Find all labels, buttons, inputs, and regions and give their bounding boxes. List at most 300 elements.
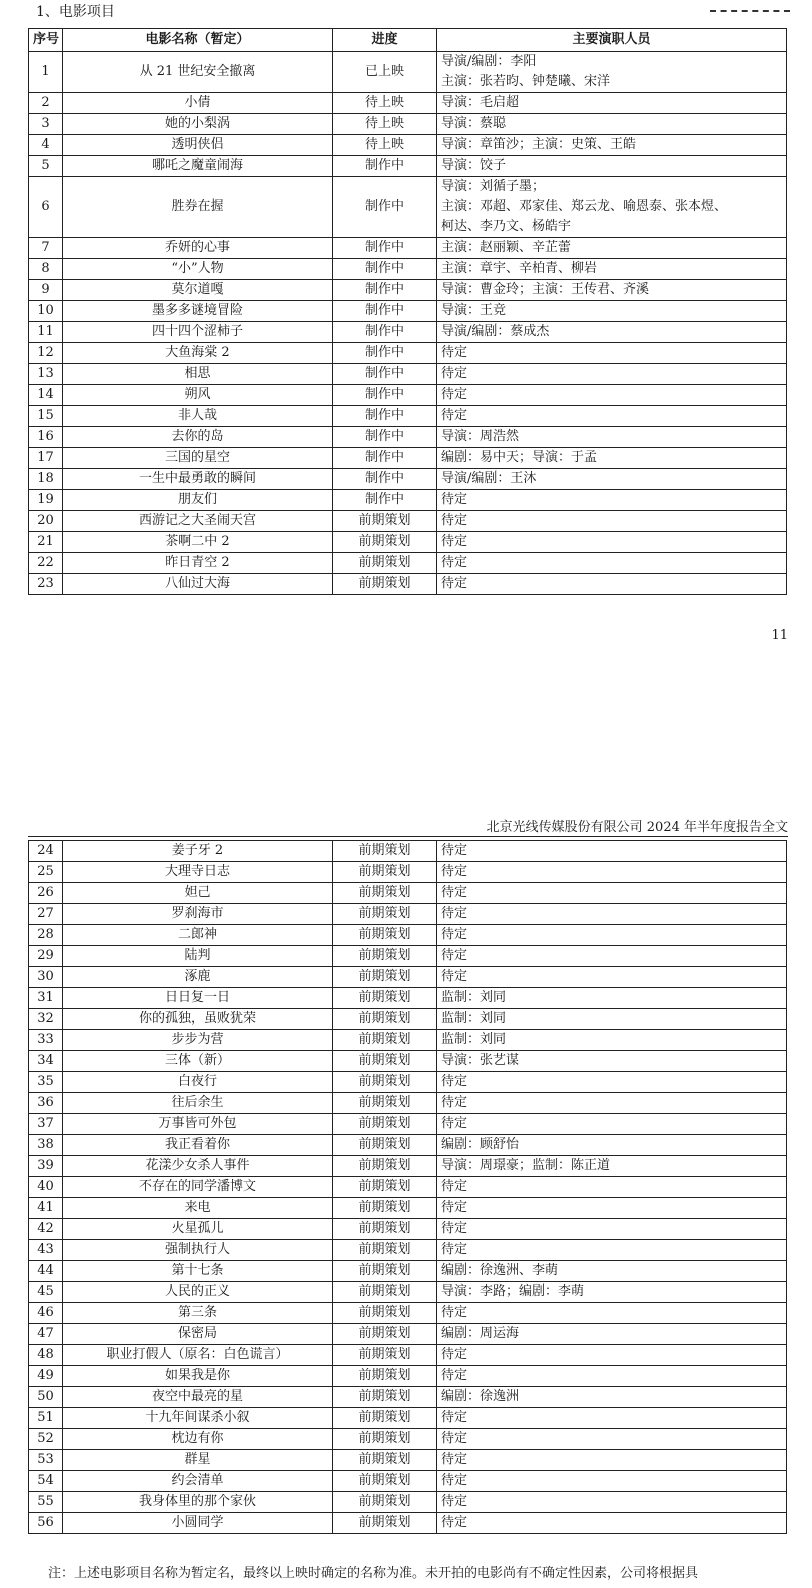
- cell-status: 前期策划: [333, 1093, 437, 1114]
- cell-crew: [437, 1240, 787, 1261]
- crew-line: 导演/编剧：蔡成杰: [441, 324, 550, 339]
- section-title: 1、电影项目: [36, 4, 115, 20]
- crew-line: 编剧：徐逸洲、李萌: [441, 1263, 559, 1278]
- crew-line: 待定: [441, 1515, 468, 1530]
- cell-status: 前期策划: [333, 1387, 437, 1408]
- cell-title: 枕边有你: [63, 1429, 333, 1450]
- table-row: [29, 883, 787, 904]
- crew-line: 编剧：顾舒怡: [441, 1137, 520, 1152]
- table-row: [29, 385, 787, 406]
- table-row: [29, 406, 787, 427]
- table-row: [29, 988, 787, 1009]
- cell-number: 9: [29, 280, 63, 301]
- crew-line: 监制：刘同: [441, 1011, 507, 1026]
- cell-crew: [437, 364, 787, 385]
- cell-crew: [437, 93, 787, 114]
- cell-number: 41: [29, 1198, 63, 1219]
- cell-status: 前期策划: [333, 574, 437, 595]
- table-row: [29, 238, 787, 259]
- cell-number: 8: [29, 259, 63, 280]
- crew-line: 待定: [441, 576, 468, 591]
- table-row: [29, 946, 787, 967]
- cell-status: 前期策划: [333, 862, 437, 883]
- table-row: [29, 1156, 787, 1177]
- cell-number: 18: [29, 469, 63, 490]
- cell-title: 三体（新）: [63, 1051, 333, 1072]
- cell-crew: [437, 177, 787, 238]
- table-row: [29, 1471, 787, 1492]
- cell-status: 前期策划: [333, 1135, 437, 1156]
- cell-status: 制作中: [333, 448, 437, 469]
- cell-title: 胜券在握: [63, 177, 333, 238]
- cell-crew: [437, 1429, 787, 1450]
- cell-status: 前期策划: [333, 553, 437, 574]
- table-row: [29, 1177, 787, 1198]
- cell-status: 前期策划: [333, 841, 437, 862]
- table-row: [29, 1450, 787, 1471]
- cell-status: 前期策划: [333, 904, 437, 925]
- crew-line: 待定: [441, 408, 468, 423]
- cell-title: 保密局: [63, 1324, 333, 1345]
- cell-crew: [437, 385, 787, 406]
- crew-line: 导演：张艺谋: [441, 1053, 520, 1068]
- crew-line: 待定: [441, 1074, 468, 1089]
- cell-crew: [437, 156, 787, 177]
- cell-crew: [437, 1387, 787, 1408]
- cell-title: 夜空中最亮的星: [63, 1387, 333, 1408]
- cell-crew: [437, 1303, 787, 1324]
- cell-status: 前期策划: [333, 1450, 437, 1471]
- cell-number: 32: [29, 1009, 63, 1030]
- cell-crew: [437, 1072, 787, 1093]
- table-row: [29, 1345, 787, 1366]
- crew-line: 导演/编剧：李阳: [441, 54, 537, 69]
- crew-line: 导演：王竞: [441, 303, 507, 318]
- cell-title: 涿鹿: [63, 967, 333, 988]
- crew-line: 待定: [441, 1431, 468, 1446]
- crew-line: 导演：曹金玲；主演：王传君、齐溪: [441, 282, 650, 297]
- cell-title: 往后余生: [63, 1093, 333, 1114]
- cell-crew: [437, 406, 787, 427]
- cell-number: 38: [29, 1135, 63, 1156]
- cell-status: 前期策划: [333, 1114, 437, 1135]
- cell-number: 23: [29, 574, 63, 595]
- cell-title: 哪吒之魔童闹海: [63, 156, 333, 177]
- cell-crew: [437, 946, 787, 967]
- cell-number: 21: [29, 532, 63, 553]
- cell-status: 前期策划: [333, 1177, 437, 1198]
- cell-status: 前期策划: [333, 1198, 437, 1219]
- crew-line: 编剧：周运海: [441, 1326, 520, 1341]
- cell-number: 11: [29, 322, 63, 343]
- cell-crew: [437, 1135, 787, 1156]
- cell-crew: [437, 904, 787, 925]
- crew-line: 导演：周璟豪；监制：陈正道: [441, 1158, 611, 1173]
- cell-title: 十九年间谋杀小叙: [63, 1408, 333, 1429]
- table-row: [29, 52, 787, 93]
- cell-number: 31: [29, 988, 63, 1009]
- cell-number: 22: [29, 553, 63, 574]
- crew-line: 编剧：易中天；导演：于孟: [441, 450, 598, 465]
- header-status: 进度: [333, 29, 437, 52]
- crew-line: 监制：刘同: [441, 1032, 507, 1047]
- cell-number: 20: [29, 511, 63, 532]
- cell-status: 前期策划: [333, 1240, 437, 1261]
- cell-title: 去你的岛: [63, 427, 333, 448]
- cell-number: 7: [29, 238, 63, 259]
- cell-crew: [437, 1051, 787, 1072]
- cell-number: 44: [29, 1261, 63, 1282]
- cell-crew: [437, 343, 787, 364]
- table-row: [29, 925, 787, 946]
- cell-number: 2: [29, 93, 63, 114]
- cell-title: 我正看着你: [63, 1135, 333, 1156]
- crew-line: 编剧：徐逸洲: [441, 1389, 520, 1404]
- cell-status: 前期策划: [333, 1156, 437, 1177]
- cell-crew: [437, 1093, 787, 1114]
- cell-crew: [437, 967, 787, 988]
- cell-title: 妲己: [63, 883, 333, 904]
- cell-title: 非人哉: [63, 406, 333, 427]
- cell-status: 前期策划: [333, 1009, 437, 1030]
- cell-crew: [437, 135, 787, 156]
- cell-crew: [437, 1513, 787, 1534]
- table-row: [29, 904, 787, 925]
- cell-title: 火星孤儿: [63, 1219, 333, 1240]
- table-row: [29, 511, 787, 532]
- cell-number: 50: [29, 1387, 63, 1408]
- crew-line: 待定: [441, 513, 468, 528]
- cell-crew: [437, 1261, 787, 1282]
- crew-line: 导演：刘循子墨；: [441, 179, 546, 194]
- cell-number: 35: [29, 1072, 63, 1093]
- cell-title: 相思: [63, 364, 333, 385]
- crew-line: 导演：章笛沙；主演：史策、王皓: [441, 137, 637, 152]
- cell-number: 53: [29, 1450, 63, 1471]
- crew-line: 待定: [441, 885, 468, 900]
- crew-line: 待定: [441, 555, 468, 570]
- cell-status: 制作中: [333, 156, 437, 177]
- cell-status: 待上映: [333, 93, 437, 114]
- cell-status: 已上映: [333, 52, 437, 93]
- crew-line: 待定: [441, 1410, 468, 1425]
- cell-crew: [437, 1366, 787, 1387]
- cell-crew: [437, 490, 787, 511]
- table-row: [29, 490, 787, 511]
- cell-status: 前期策划: [333, 1303, 437, 1324]
- cell-status: 前期策划: [333, 1324, 437, 1345]
- crew-line: 待定: [441, 843, 468, 858]
- page-number: 11: [771, 628, 788, 643]
- cell-title: 从 21 世纪安全撤离: [63, 52, 333, 93]
- cell-title: 大鱼海棠 2: [63, 343, 333, 364]
- cell-crew: [437, 883, 787, 904]
- table-row: [29, 1324, 787, 1345]
- cell-title: 莫尔道嘎: [63, 280, 333, 301]
- cell-crew: [437, 1282, 787, 1303]
- cell-title: 透明侠侣: [63, 135, 333, 156]
- cell-title: 罗刹海市: [63, 904, 333, 925]
- table-row: [29, 1429, 787, 1450]
- cell-title: 三国的星空: [63, 448, 333, 469]
- cell-status: 前期策划: [333, 1051, 437, 1072]
- cell-title: 姜子牙 2: [63, 841, 333, 862]
- table-row: [29, 135, 787, 156]
- cell-title: 群星: [63, 1450, 333, 1471]
- table-row: [29, 448, 787, 469]
- cell-title: 八仙过大海: [63, 574, 333, 595]
- cell-status: 前期策划: [333, 988, 437, 1009]
- cell-title: 第三条: [63, 1303, 333, 1324]
- cell-status: 前期策划: [333, 1429, 437, 1450]
- cell-status: 前期策划: [333, 532, 437, 553]
- header-crew: 主要演职人员: [437, 29, 787, 52]
- table-row: [29, 1114, 787, 1135]
- table-row: [29, 1198, 787, 1219]
- table-row: [29, 156, 787, 177]
- cell-title: 职业打假人（原名：白色谎言）: [63, 1345, 333, 1366]
- table-row: [29, 280, 787, 301]
- running-header: 北京光线传媒股份有限公司 2024 年半年度报告全文: [486, 820, 788, 835]
- crew-line: 待定: [441, 1452, 468, 1467]
- table-row: [29, 862, 787, 883]
- cell-number: 3: [29, 114, 63, 135]
- cell-status: 制作中: [333, 322, 437, 343]
- cell-title: 约会清单: [63, 1471, 333, 1492]
- cell-title: 朋友们: [63, 490, 333, 511]
- cell-crew: [437, 1492, 787, 1513]
- crew-line: 待定: [441, 1200, 468, 1215]
- cell-status: 前期策划: [333, 1408, 437, 1429]
- table-row: [29, 1093, 787, 1114]
- table-row: [29, 93, 787, 114]
- cell-title: 不存在的同学潘博文: [63, 1177, 333, 1198]
- cell-number: 56: [29, 1513, 63, 1534]
- cell-crew: [437, 553, 787, 574]
- crew-line: 主演：张若昀、钟楚曦、宋洋: [441, 74, 611, 89]
- table-row: [29, 364, 787, 385]
- cell-title: 万事皆可外包: [63, 1114, 333, 1135]
- cell-status: 制作中: [333, 427, 437, 448]
- cell-number: 55: [29, 1492, 63, 1513]
- cell-title: 如果我是你: [63, 1366, 333, 1387]
- cell-title: 二郎神: [63, 925, 333, 946]
- cell-title: 四十四个涩柿子: [63, 322, 333, 343]
- crew-line: 柯达、李乃文、杨皓宇: [441, 219, 572, 234]
- cell-title: 陆判: [63, 946, 333, 967]
- crew-line: 待定: [441, 1347, 468, 1362]
- table-body: [29, 841, 787, 1534]
- table-row: [29, 1135, 787, 1156]
- table-row: [29, 177, 787, 238]
- cell-number: 26: [29, 883, 63, 904]
- cell-title: 乔妍的心事: [63, 238, 333, 259]
- footnote: 注：上述电影项目名称为暂定名，最终以上映时确定的名称为准。未开拍的电影尚有不确定性因素，公司将根据具: [48, 1566, 699, 1581]
- table-row: [29, 1366, 787, 1387]
- cell-title: 一生中最勇敢的瞬间: [63, 469, 333, 490]
- table-row: [29, 1030, 787, 1051]
- cell-status: 制作中: [333, 343, 437, 364]
- cell-status: 前期策划: [333, 1513, 437, 1534]
- crew-line: 待定: [441, 1116, 468, 1131]
- cell-number: 17: [29, 448, 63, 469]
- cell-status: 制作中: [333, 301, 437, 322]
- cell-number: 45: [29, 1282, 63, 1303]
- crew-line: 监制：刘同: [441, 990, 507, 1005]
- cell-title: 小倩: [63, 93, 333, 114]
- cell-title: 昨日青空 2: [63, 553, 333, 574]
- table-row: [29, 532, 787, 553]
- crew-line: 待定: [441, 927, 468, 942]
- cell-status: 前期策划: [333, 1471, 437, 1492]
- cell-crew: [437, 1408, 787, 1429]
- crew-line: 待定: [441, 1494, 468, 1509]
- cell-number: 52: [29, 1429, 63, 1450]
- cell-number: 46: [29, 1303, 63, 1324]
- table-row: [29, 1009, 787, 1030]
- crew-line: 导演/编剧：王沐: [441, 471, 537, 486]
- cell-crew: [437, 301, 787, 322]
- cell-number: 36: [29, 1093, 63, 1114]
- cell-status: 制作中: [333, 259, 437, 280]
- crew-line: 导演：毛启超: [441, 95, 520, 110]
- cell-number: 5: [29, 156, 63, 177]
- cell-title: 她的小梨涡: [63, 114, 333, 135]
- cell-crew: [437, 1030, 787, 1051]
- cell-status: 制作中: [333, 364, 437, 385]
- cell-title: 小圆同学: [63, 1513, 333, 1534]
- crew-line: 待定: [441, 1179, 468, 1194]
- table-row: [29, 967, 787, 988]
- table-row: [29, 1282, 787, 1303]
- crew-line: 待定: [441, 906, 468, 921]
- cell-crew: [437, 1009, 787, 1030]
- cell-crew: [437, 862, 787, 883]
- table-row: [29, 553, 787, 574]
- table-row: [29, 1051, 787, 1072]
- table-row: [29, 1261, 787, 1282]
- cell-crew: [437, 1471, 787, 1492]
- table-row: [29, 114, 787, 135]
- cell-status: 前期策划: [333, 511, 437, 532]
- cell-title: 花漾少女杀人事件: [63, 1156, 333, 1177]
- table-row: [29, 1513, 787, 1534]
- cell-number: 24: [29, 841, 63, 862]
- cell-title: 强制执行人: [63, 1240, 333, 1261]
- table-row: [29, 1219, 787, 1240]
- cell-crew: [437, 925, 787, 946]
- cell-number: 33: [29, 1030, 63, 1051]
- cell-number: 37: [29, 1114, 63, 1135]
- cell-crew: [437, 1177, 787, 1198]
- table-row: [29, 1492, 787, 1513]
- cell-status: 前期策划: [333, 946, 437, 967]
- cell-title: 大理寺日志: [63, 862, 333, 883]
- cell-crew: [437, 1198, 787, 1219]
- cell-crew: [437, 841, 787, 862]
- crew-line: 待定: [441, 948, 468, 963]
- cell-crew: [437, 1450, 787, 1471]
- cell-status: 制作中: [333, 385, 437, 406]
- cell-crew: [437, 1156, 787, 1177]
- cell-number: 27: [29, 904, 63, 925]
- header-number: 序号: [29, 29, 63, 52]
- cell-status: 前期策划: [333, 1072, 437, 1093]
- cell-number: 25: [29, 862, 63, 883]
- cell-number: 54: [29, 1471, 63, 1492]
- cell-crew: [437, 259, 787, 280]
- table-row: [29, 427, 787, 448]
- cell-number: 6: [29, 177, 63, 238]
- cell-number: 10: [29, 301, 63, 322]
- cell-title: 茶啊二中 2: [63, 532, 333, 553]
- film-projects-table-part1: [28, 28, 787, 595]
- table-row: [29, 1303, 787, 1324]
- table-row: [29, 1408, 787, 1429]
- cell-number: 39: [29, 1156, 63, 1177]
- cell-title: 朔风: [63, 385, 333, 406]
- cell-crew: [437, 511, 787, 532]
- cell-status: 制作中: [333, 280, 437, 301]
- crew-line: 待定: [441, 1368, 468, 1383]
- cell-number: 42: [29, 1219, 63, 1240]
- table-row: [29, 1072, 787, 1093]
- cell-number: 19: [29, 490, 63, 511]
- cell-title: 墨多多谜境冒险: [63, 301, 333, 322]
- cell-status: 前期策划: [333, 1282, 437, 1303]
- cell-number: 49: [29, 1366, 63, 1387]
- cell-title: 步步为营: [63, 1030, 333, 1051]
- table-row: [29, 841, 787, 862]
- cell-number: 14: [29, 385, 63, 406]
- crew-line: 导演：饺子: [441, 158, 507, 173]
- cell-title: 日日复一日: [63, 988, 333, 1009]
- cell-crew: [437, 114, 787, 135]
- cell-number: 15: [29, 406, 63, 427]
- cell-number: 1: [29, 52, 63, 93]
- cell-crew: [437, 1345, 787, 1366]
- cell-status: 前期策划: [333, 1345, 437, 1366]
- crew-line: 导演：周浩然: [441, 429, 520, 444]
- cell-status: 前期策划: [333, 925, 437, 946]
- table-row: [29, 1387, 787, 1408]
- cell-crew: [437, 448, 787, 469]
- crew-line: 待定: [441, 1305, 468, 1320]
- cell-status: 待上映: [333, 135, 437, 156]
- crew-line: 待定: [441, 1221, 468, 1236]
- table-row: [29, 574, 787, 595]
- cell-number: 43: [29, 1240, 63, 1261]
- cell-status: 制作中: [333, 177, 437, 238]
- crew-line: 待定: [441, 492, 468, 507]
- crew-line: 待定: [441, 864, 468, 879]
- table-row: [29, 343, 787, 364]
- table-row: [29, 259, 787, 280]
- cell-crew: [437, 574, 787, 595]
- cell-status: 制作中: [333, 469, 437, 490]
- cell-number: 34: [29, 1051, 63, 1072]
- crew-line: 待定: [441, 366, 468, 381]
- cell-crew: [437, 280, 787, 301]
- crew-line: 主演：赵丽颖、辛芷蕾: [441, 240, 572, 255]
- cell-number: 40: [29, 1177, 63, 1198]
- cell-crew: [437, 1219, 787, 1240]
- dashed-rule: [710, 10, 790, 12]
- crew-line: 导演：李路；编剧：李萌: [441, 1284, 585, 1299]
- cell-crew: [437, 988, 787, 1009]
- cell-number: 29: [29, 946, 63, 967]
- cell-number: 51: [29, 1408, 63, 1429]
